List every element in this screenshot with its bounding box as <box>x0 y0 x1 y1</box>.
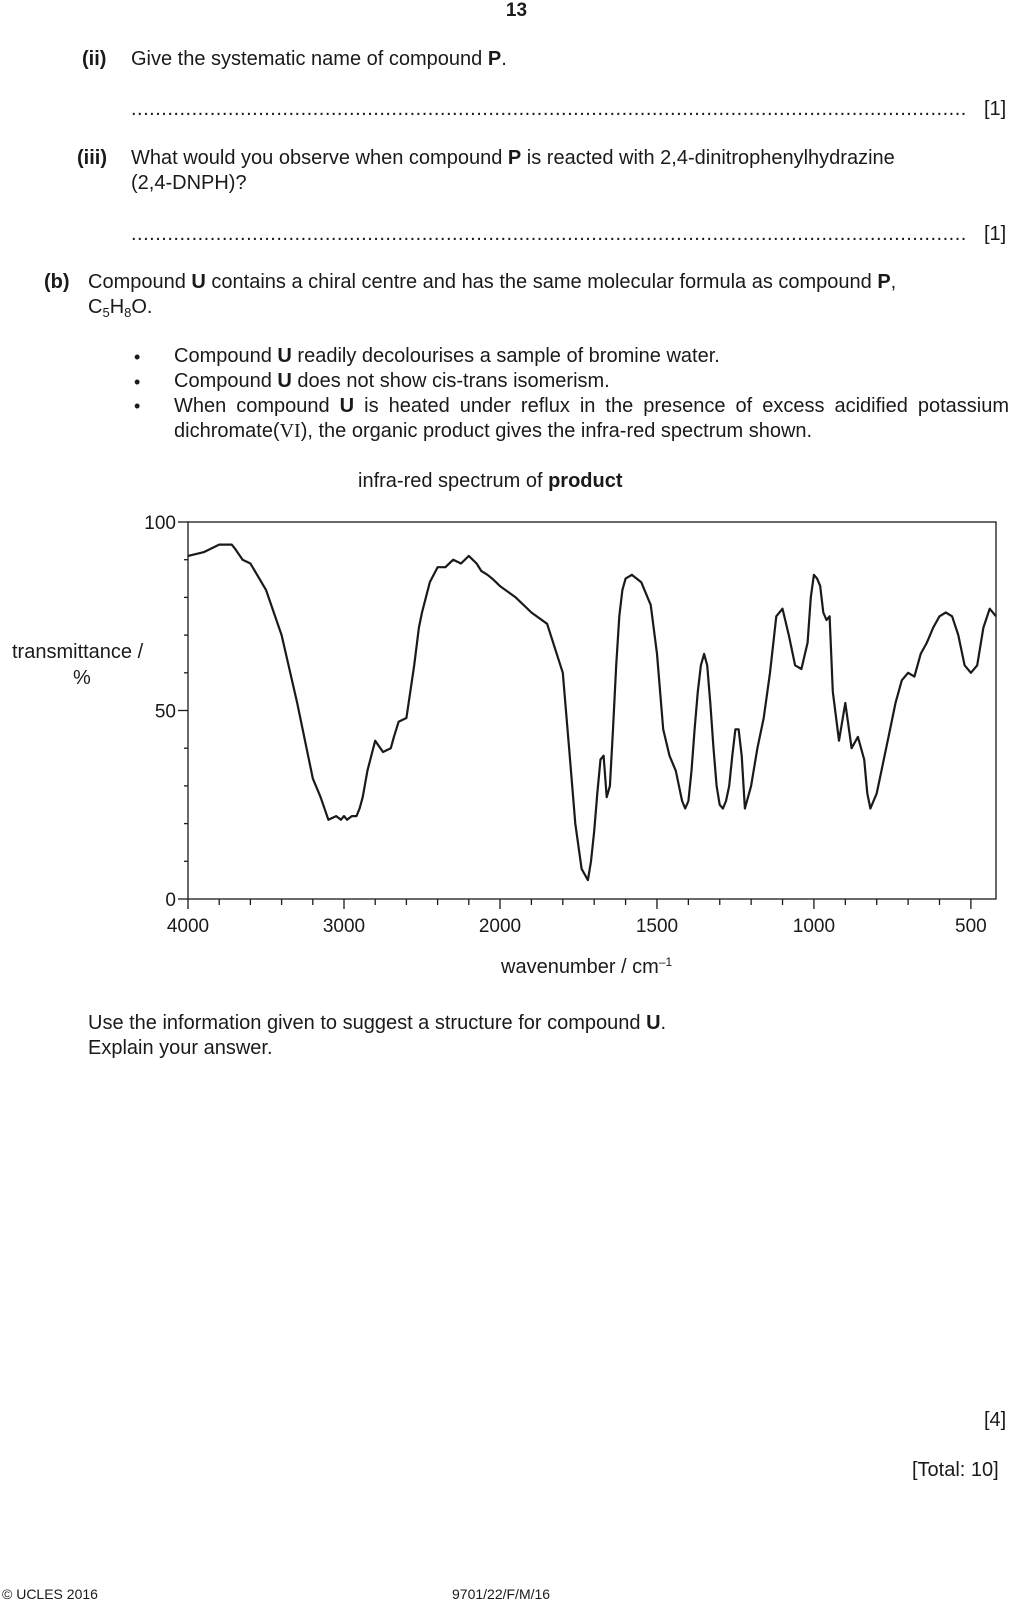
question-iii-mark: [1] <box>984 223 1007 245</box>
ir-spectrum-chart <box>0 500 1033 950</box>
bullet-item-3: When compound U is heated under reflux in the presence of excess acidified potassium dichromate(VI), the organic product gives the infra-red spectrum shown. <box>174 395 1009 442</box>
question-ii-text: Give the systematic name of compound P. <box>131 48 507 70</box>
question-b-text: Compound U contains a chiral centre and has the same molecular formula as compound P, <box>88 271 897 293</box>
y-tick-label: 50 <box>154 701 176 723</box>
spectrum-line <box>188 545 996 881</box>
footer-paper-code: 9701/22/F/M/16 <box>452 1586 551 1602</box>
bullet-dot: • <box>134 347 141 367</box>
molecular-formula: $C_5H_8O$. <box>88 296 153 320</box>
question-iii-answer-line[interactable]: .......................................................................................................................................... <box>131 223 967 245</box>
question-iii-text-line2: (2,4-DNPH)? <box>131 172 247 194</box>
question-iii-label: (iii) <box>77 147 107 169</box>
question-ii-label: (ii) <box>82 48 107 70</box>
chart-ylabel-unit: % <box>73 667 91 689</box>
x-tick-label: 1000 <box>792 916 836 937</box>
bullet-item-1: Compound U readily decolourises a sample of bromine water. <box>174 345 720 367</box>
x-tick-label: 4000 <box>166 916 210 937</box>
x-tick-label: 500 <box>955 916 987 937</box>
total-mark: [Total: 10] <box>912 1459 999 1481</box>
page-number: 13 <box>505 0 528 21</box>
chart-title: infra-red spectrum of product <box>358 470 623 492</box>
question-ii-mark: [1] <box>984 98 1007 120</box>
chart-ylabel: transmittance / <box>12 641 144 663</box>
footer-copyright: © UCLES 2016 <box>2 1586 98 1602</box>
question-iii-text: What would you observe when compound P is reacted with 2,4-dinitrophenylhydrazine <box>131 147 895 169</box>
x-tick-label: 3000 <box>322 916 366 937</box>
instruction-line-1: Use the information given to suggest a structure for compound U. <box>88 1012 667 1034</box>
x-tick-label: 2000 <box>478 916 522 937</box>
chart-xlabel: wavenumber / $cm^{-1}$ <box>501 955 673 978</box>
question-ii-answer-line[interactable]: .......................................................................................................................................... <box>131 98 967 120</box>
answer-area[interactable] <box>88 1070 1009 1400</box>
bullet-dot: • <box>134 396 141 416</box>
bullet-item-2: Compound U does not show cis-trans isomerism. <box>174 370 610 392</box>
x-tick-label: 1500 <box>635 916 679 937</box>
y-tick-label: 0 <box>165 890 176 911</box>
question-b-mark: [4] <box>984 1409 1007 1431</box>
bullet-dot: • <box>134 372 141 392</box>
instruction-line-2: Explain your answer. <box>88 1037 273 1059</box>
y-tick-label: 100 <box>144 513 176 534</box>
question-b-label: (b) <box>44 271 70 293</box>
